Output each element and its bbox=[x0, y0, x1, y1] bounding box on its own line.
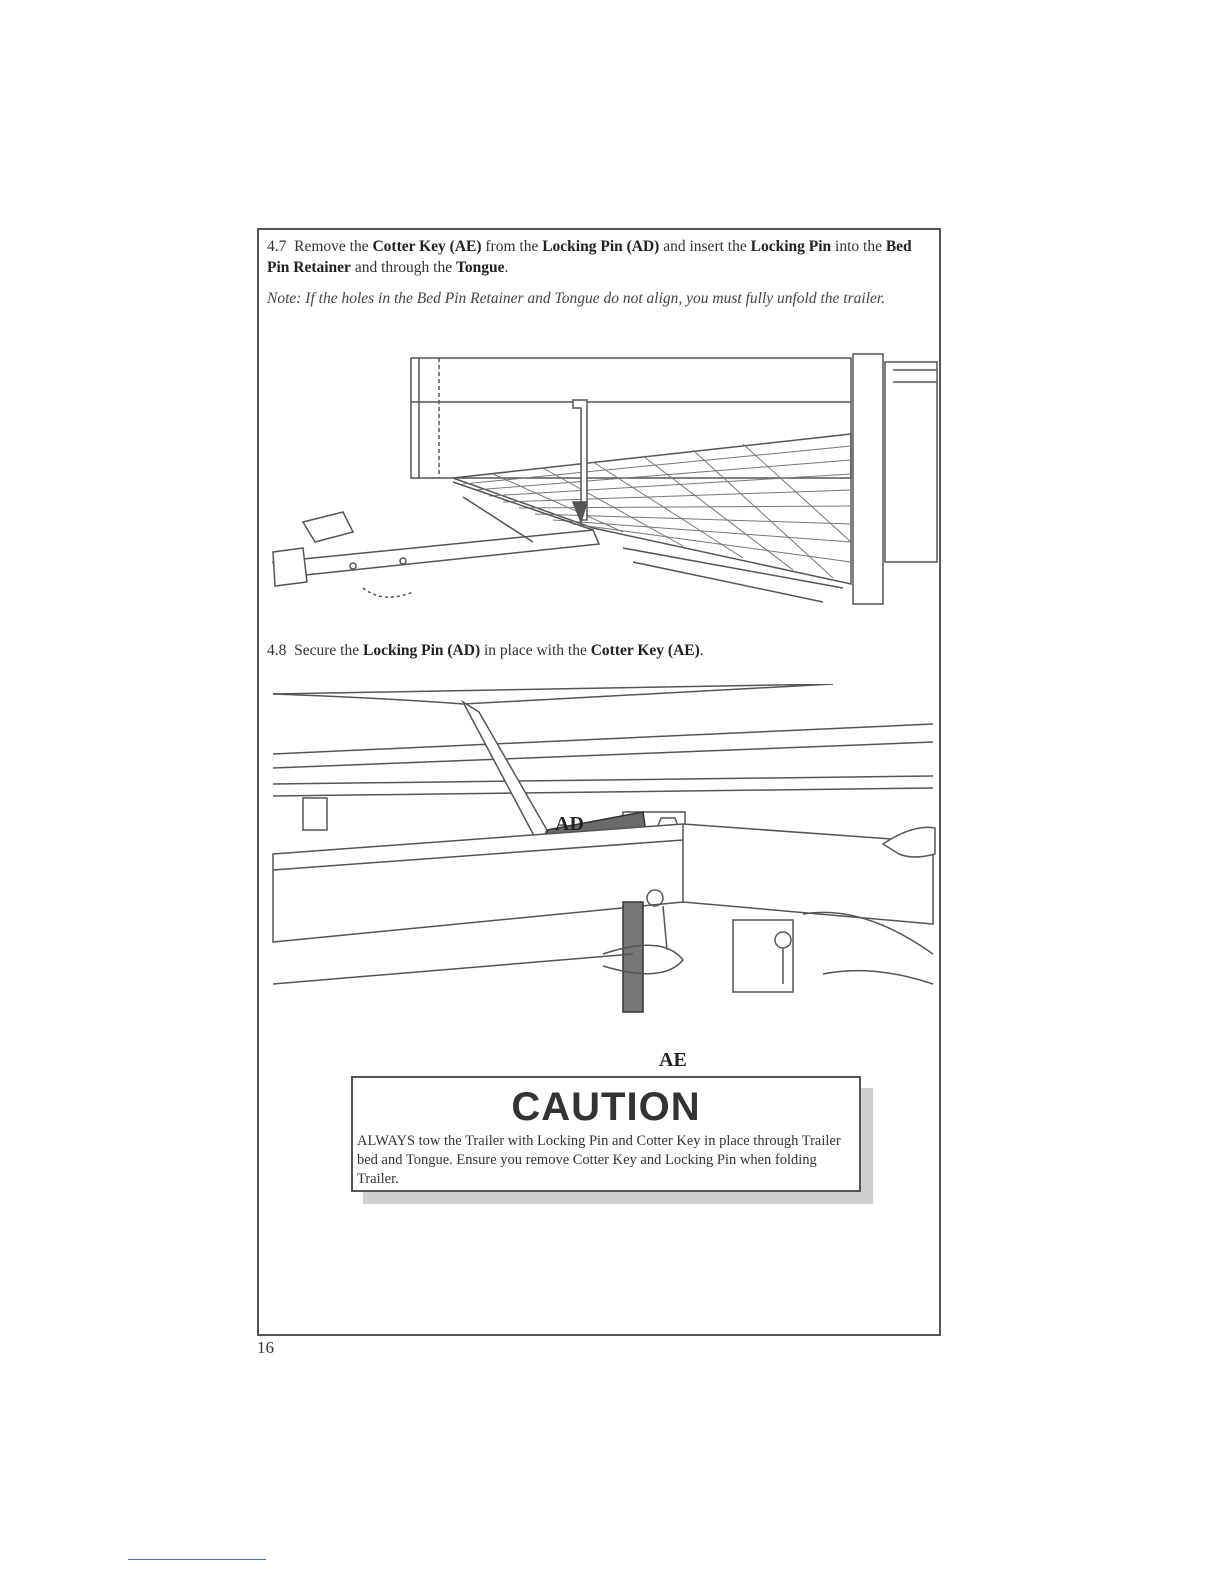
caution-text: ALWAYS tow the Trailer with Locking Pin and Cotter Key in place through Trailer bed and Tongue. Ensure you remove Cotter Key and Locking Pin when folding Trailer. bbox=[357, 1133, 841, 1187]
part-locking-pin: Locking Pin (AD) bbox=[362, 642, 481, 659]
caution-box bbox=[351, 1076, 861, 1192]
locking-pin-closeup-illustration bbox=[263, 684, 939, 1074]
caution-title: CAUTION bbox=[511, 1085, 701, 1129]
trailer-bed-illustration bbox=[263, 352, 939, 614]
footer-rule bbox=[128, 1559, 266, 1560]
part-tongue: Tongue bbox=[456, 259, 505, 276]
step-number: 4.7 bbox=[267, 238, 287, 255]
instruction-frame bbox=[257, 228, 941, 1336]
label-ad: AD bbox=[555, 813, 584, 835]
page-number: 16 bbox=[257, 1338, 274, 1357]
step-4-7: 4.7 Remove the Cotter Key (AE) from the Locking Pin (AD) and insert the Locking Pin into the Bed Pin Retainer and through the Tongue. bbox=[267, 238, 912, 276]
step-number: 4.8 bbox=[267, 642, 287, 659]
label-ae: AE bbox=[659, 1049, 687, 1071]
step-4-8: 4.8 Secure the Locking Pin (AD) in place with the Cotter Key (AE). bbox=[267, 642, 704, 659]
part-cotter-key: Cotter Key (AE) bbox=[590, 642, 700, 659]
part-locking-pin: Locking Pin bbox=[750, 238, 832, 255]
part-bed-pin-retainer: Bed Pin Retainer bbox=[267, 238, 912, 276]
part-cotter-key: Cotter Key (AE) bbox=[372, 238, 482, 255]
part-locking-pin: Locking Pin (AD) bbox=[542, 238, 660, 255]
note: Note: If the holes in the Bed Pin Retainer and Tongue do not align, you must fully unfold the trailer. bbox=[267, 290, 886, 307]
